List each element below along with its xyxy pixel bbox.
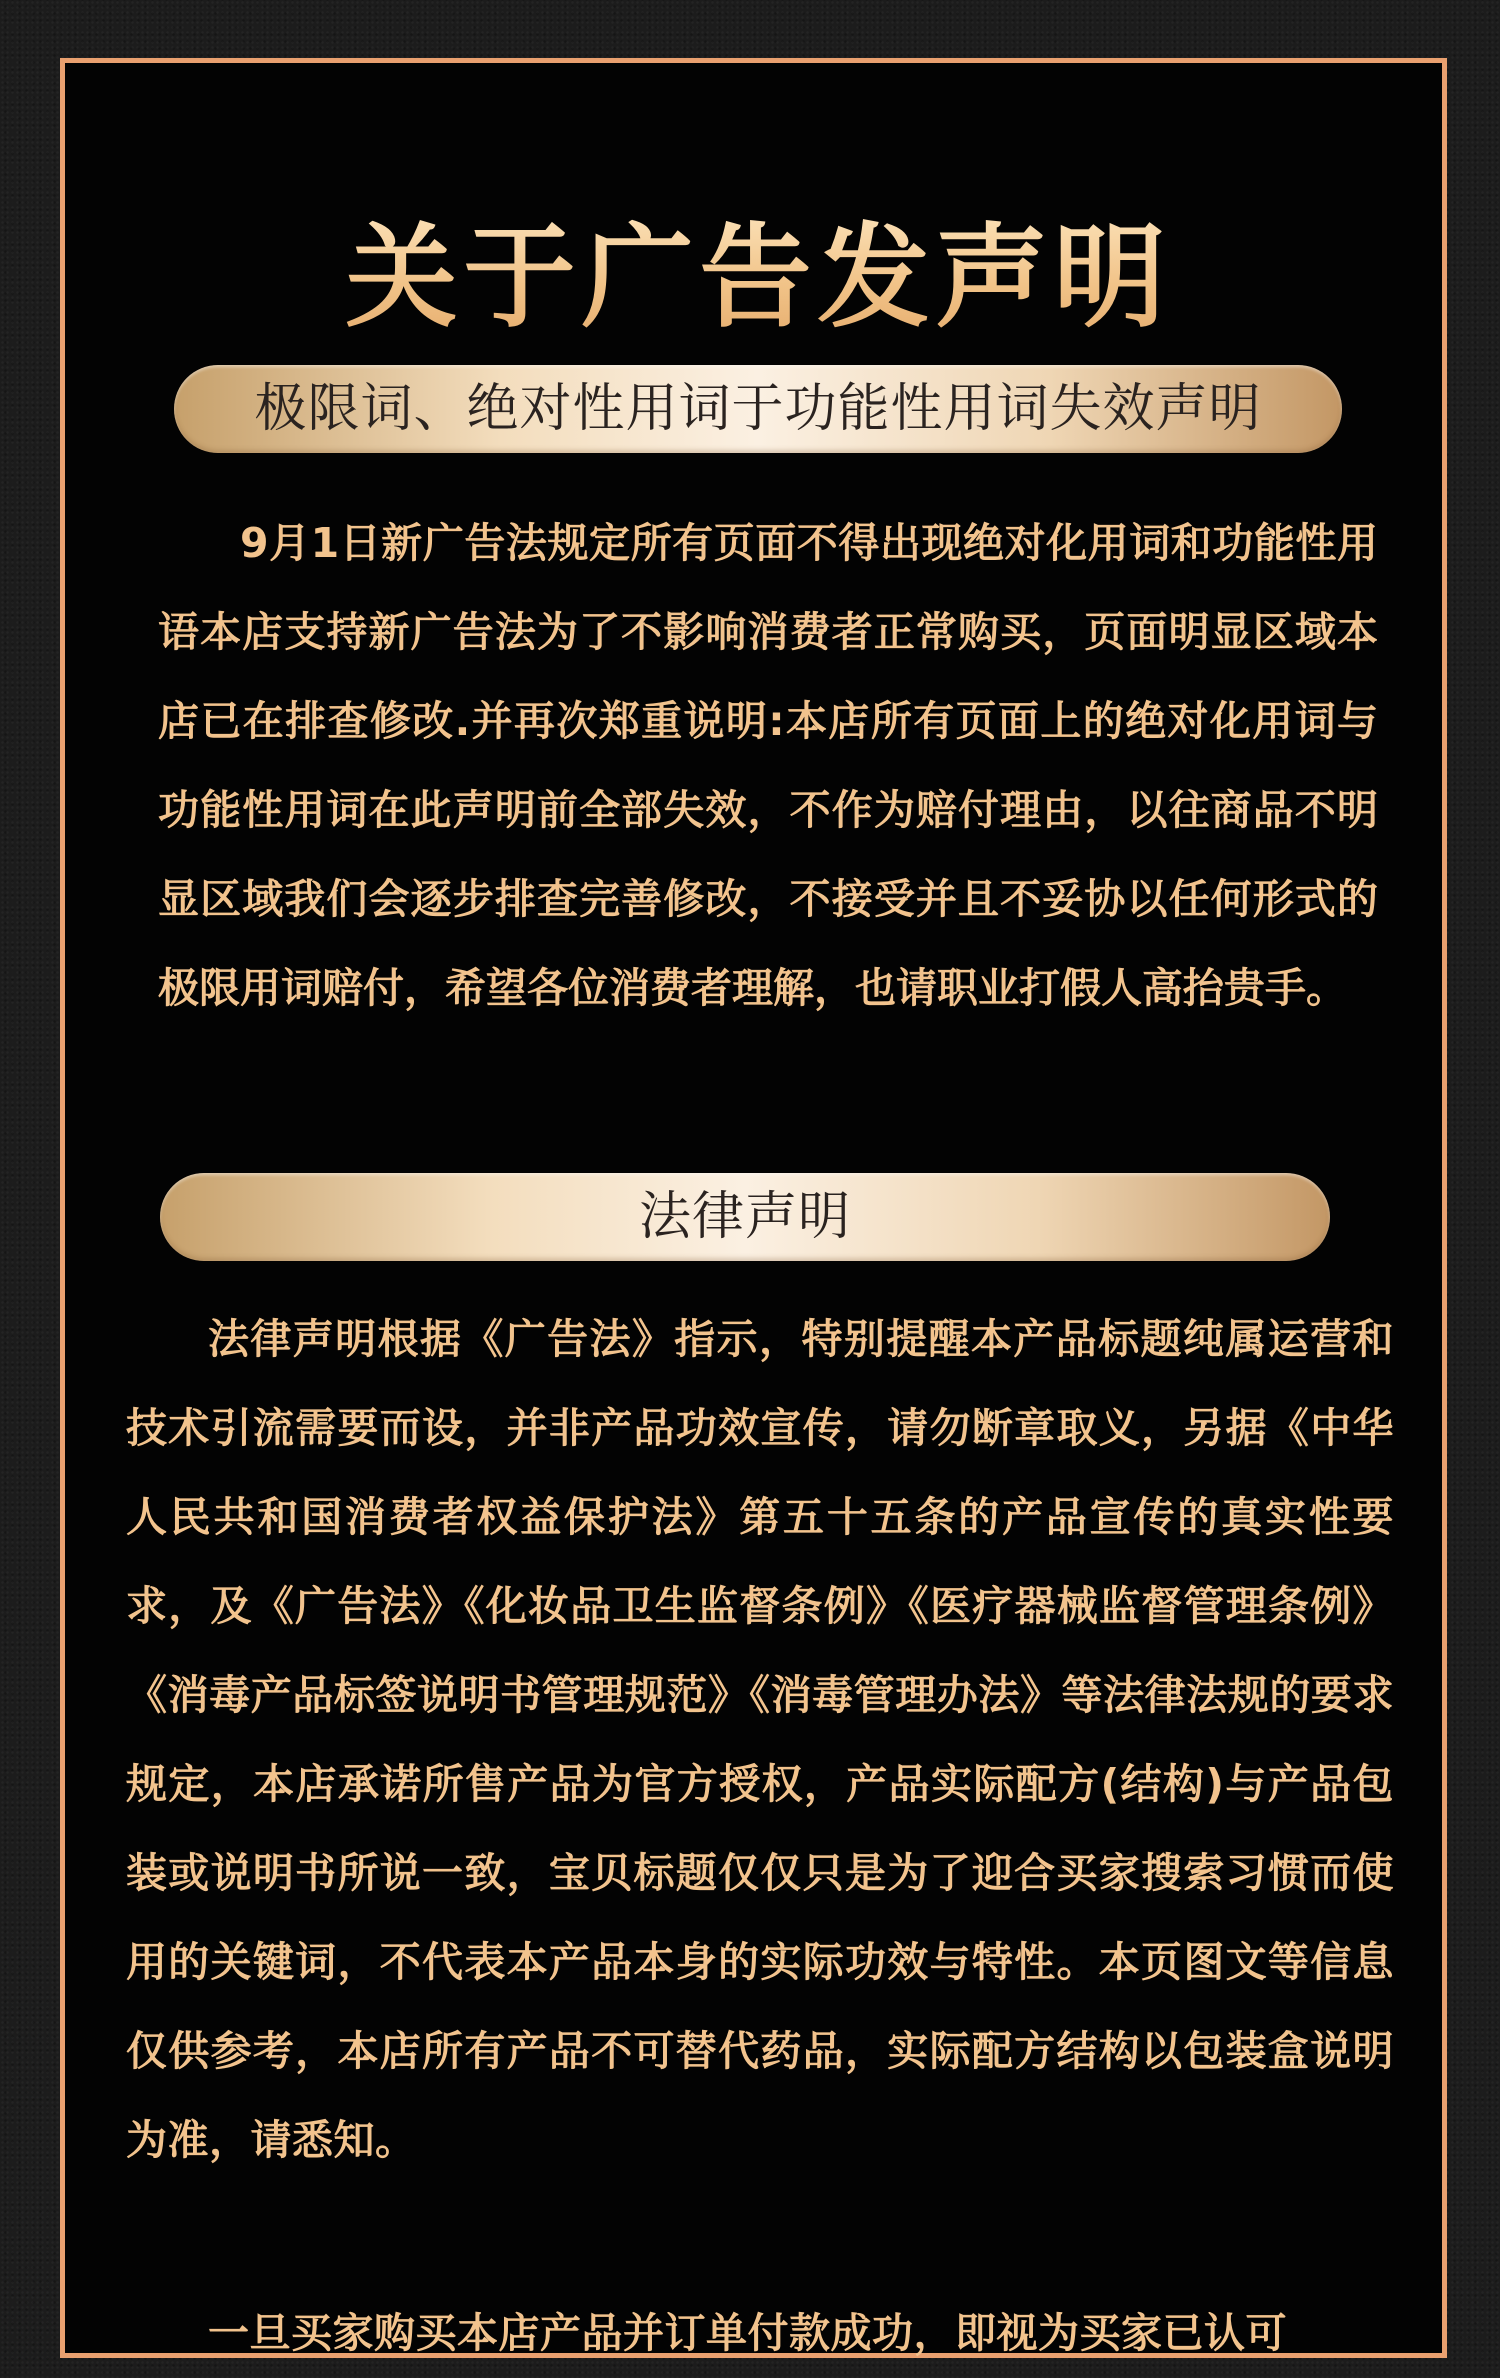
legal-paragraph-continued: 一旦买家购买本店产品并订单付款成功，即视为买家已认可 [208,2309,1287,2357]
legal-paragraph: 法律声明根据《广告法》指示，特别提醒本产品标题纯属运营和技术引流需要而设，并非产品功效宣传，请勿断章取义，另据《中华人民共和国消费者权益保护法》第五十五条的产品宣传的真实性要求，及《广告法》《化妆品卫生监督条例》《医疗器械监督管理条例》《消毒产品标签说明书管理规范》《消毒管理办法》等法律法规的要求规定，本店承诺所售产品为官方授权，产品实际配方(结构)与产品包装或说明书所说一致，宝贝标题仅仅只是为了迎合买家搜索习惯而使用的关键词，不代表本产品本身的实际功效与特性。本页图文等信息仅供参考，本店所有产品不可替代药品，实际配方结构以包装盒说明为准，请悉知。 [126,1315,1394,2164]
absolute-terms-paragraph: 9月1日新广告法规定所有页面不得出现绝对化用词和功能性用语本店支持新广告法为了不影响消费者正常购买，页面明显区域本店已在排查修改.并再次郑重说明:本店所有页面上的绝对化用词与功能性用词在此声明前全部失效，不作为赔付理由，以往商品不明显区域我们会逐步排查完善修改，不接受并且不妥协以任何形式的极限用词赔付，希望各位消费者理解，也请职业打假人高抬贵手。 [158,519,1378,1012]
page-title: 关于广告发声明 [65,213,1452,343]
statement-panel [60,58,1447,2358]
section-heading-legal: 法律声明 [160,1173,1330,1261]
section-heading-absolute-terms: 极限词、绝对性用词于功能性用词失效声明 [174,365,1342,453]
